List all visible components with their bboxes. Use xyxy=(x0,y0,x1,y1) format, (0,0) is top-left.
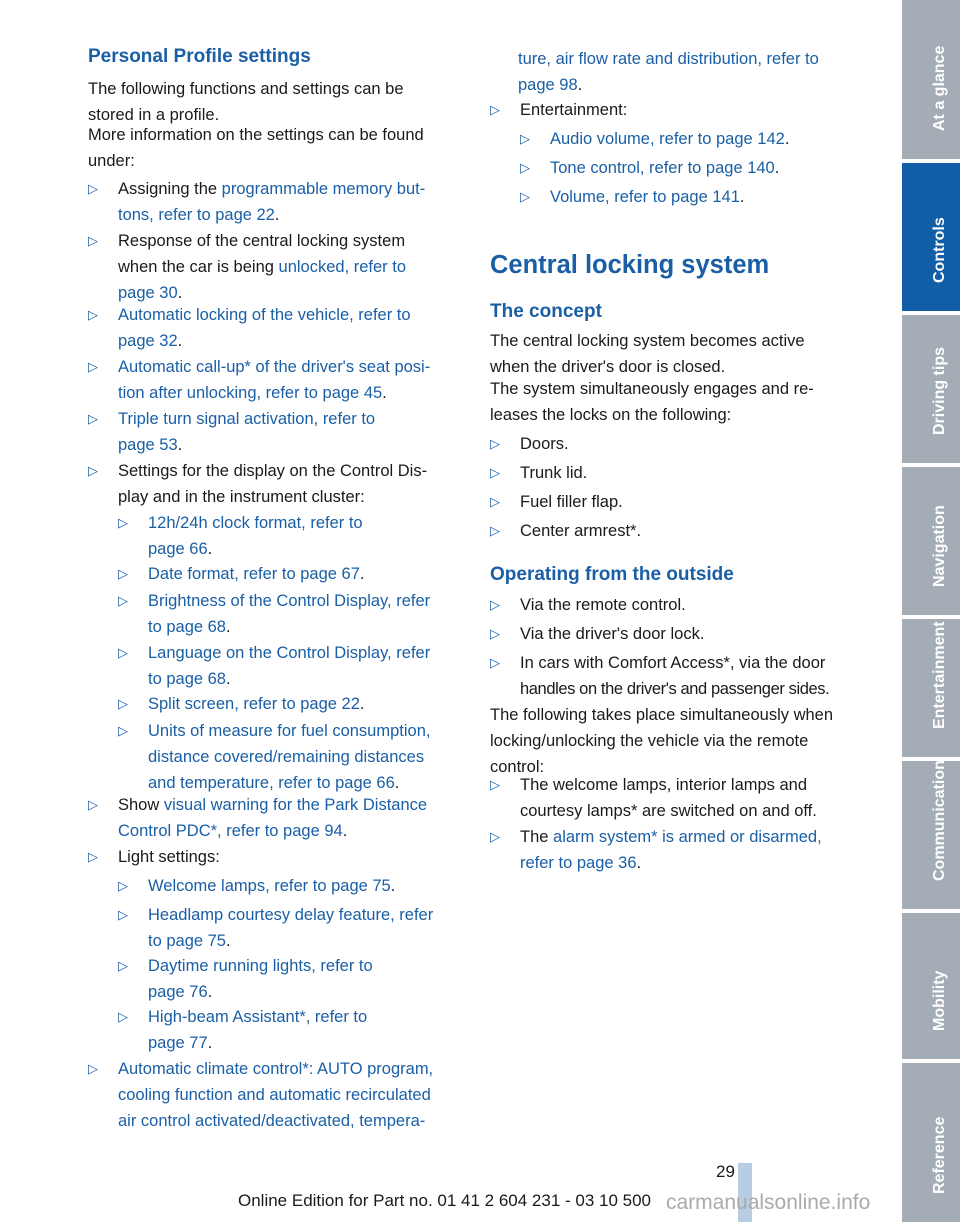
sublist-item-date-format: ▷ Date format, refer to page 67. xyxy=(88,561,466,587)
list-item-light-settings: ▷ Light settings: xyxy=(88,844,466,870)
section-heading-personal-profile: Personal Profile settings xyxy=(88,46,311,67)
bullet-arrow-icon: ▷ xyxy=(88,181,98,196)
list-item-central-locking-response: ▷ Response of the central locking system when the car is being unlocked, refer to page 30. xyxy=(88,228,466,306)
bullet-arrow-icon: ▷ xyxy=(490,465,500,480)
link-audio-volume[interactable]: Audio volume, refer to page 142 xyxy=(550,130,785,148)
sublist-item-high-beam: ▷ High-beam Assistant*, refer to page 77. xyxy=(88,1004,466,1056)
sublist-item-audio-volume: ▷ Audio volume, refer to page 142. xyxy=(490,126,862,152)
list-item-memory-buttons: ▷ Assigning the programmable memory but‐ tons, refer to page 22. xyxy=(88,176,466,228)
bullet-arrow-icon: ▷ xyxy=(118,593,128,608)
bullet-arrow-icon: ▷ xyxy=(88,411,98,426)
link-volume[interactable]: Volume, refer to page 141 xyxy=(550,188,740,206)
bullet-arrow-icon: ▷ xyxy=(490,626,500,641)
bullet-arrow-icon: ▷ xyxy=(118,723,128,738)
section-heading-operating-outside: Operating from the outside xyxy=(490,564,734,585)
bullet-arrow-icon: ▷ xyxy=(490,829,500,844)
link-automatic-locking[interactable]: Automatic locking of the vehicle, refer to xyxy=(118,306,411,324)
list-item-automatic-locking: ▷ Automatic locking of the vehicle, refer to page 32. xyxy=(88,302,466,354)
bullet-arrow-icon: ▷ xyxy=(490,523,500,538)
bullet-arrow-icon: ▷ xyxy=(88,307,98,322)
list-item-seat-position: ▷ Automatic call-up* of the driver's seat posi‐ tion after unlocking, refer to page 45. xyxy=(88,354,466,406)
bullet-arrow-icon: ▷ xyxy=(520,160,530,175)
bullet-arrow-icon: ▷ xyxy=(118,907,128,922)
list-item-display-settings: ▷ Settings for the display on the Control Dis‐ play and in the instrument cluster: xyxy=(88,458,466,510)
list-item-doors: ▷ Doors. xyxy=(490,431,862,457)
link-high-beam[interactable]: High-beam Assistant*, refer to xyxy=(148,1008,368,1026)
link-language[interactable]: Language on the Control Display, refer xyxy=(148,644,431,662)
bullet-arrow-icon: ▷ xyxy=(490,655,500,670)
link-headlamp-delay[interactable]: Headlamp courtesy delay feature, refer xyxy=(148,906,434,924)
bullet-arrow-icon: ▷ xyxy=(490,777,500,792)
link-climate-control[interactable]: Automatic climate control*: AUTO program, xyxy=(118,1060,434,1078)
tab-driving-tips[interactable]: Driving tips xyxy=(902,315,960,463)
link-pdc-warning[interactable]: visual warning for the Park Distance xyxy=(163,796,428,814)
tab-communication[interactable]: Communication xyxy=(902,761,960,909)
chapter-heading-central-locking: Central locking system xyxy=(490,251,770,279)
tab-controls[interactable]: Controls xyxy=(902,163,960,311)
bullet-arrow-icon: ▷ xyxy=(118,696,128,711)
tab-mobility[interactable]: Mobility xyxy=(902,913,960,1059)
list-item-fuel-flap: ▷ Fuel filler flap. xyxy=(490,489,862,515)
paragraph-concept-1: The central locking system becomes active when the driver's door is closed. xyxy=(490,332,805,376)
intro-paragraph-2: More information on the settings can be found under: xyxy=(88,126,424,170)
sublist-item-split-screen: ▷ Split screen, refer to page 22. xyxy=(88,691,466,717)
list-item-lamps: ▷ The welcome lamps, interior lamps and courtesy lamps* are switched on and off. xyxy=(490,772,862,824)
sublist-item-language: ▷ Language on the Control Display, refer to page 68. xyxy=(88,640,466,692)
link-unlocked[interactable]: unlocked, refer to xyxy=(278,258,407,276)
sublist-item-tone-control: ▷ Tone control, refer to page 140. xyxy=(490,155,862,181)
list-item-door-lock: ▷ Via the driver's door lock. xyxy=(490,621,862,647)
section-heading-concept: The concept xyxy=(490,301,602,322)
link-welcome-lamps[interactable]: Welcome lamps, refer to page 75 xyxy=(148,877,391,895)
sublist-item-clock-format: ▷ 12h/24h clock format, refer to page 66. xyxy=(88,510,466,562)
bullet-arrow-icon: ▷ xyxy=(118,1009,128,1024)
list-item-trunk-lid: ▷ Trunk lid. xyxy=(490,460,862,486)
sublist-item-welcome-lamps: ▷ Welcome lamps, refer to page 75. xyxy=(88,873,466,899)
paragraph-concept-2: The system simultaneously engages and re‐ leases the locks on the following: xyxy=(490,380,814,424)
list-item-alarm-system: ▷ The alarm system* is armed or disarmed, refer to page 36. xyxy=(490,824,862,876)
bullet-arrow-icon: ▷ xyxy=(520,189,530,204)
bullet-arrow-icon: ▷ xyxy=(88,849,98,864)
sublist-item-volume: ▷ Volume, refer to page 141. xyxy=(490,184,862,210)
page-number: 29 xyxy=(716,1162,735,1181)
bullet-arrow-icon: ▷ xyxy=(88,463,98,478)
bullet-arrow-icon: ▷ xyxy=(118,878,128,893)
chapter-tabs-sidebar xyxy=(902,0,960,1222)
list-item-armrest: ▷ Center armrest*. xyxy=(490,518,862,544)
link-brightness[interactable]: Brightness of the Control Display, refer xyxy=(148,592,431,610)
list-item-climate-continued: ture, air flow rate and distribution, refer to page 98. xyxy=(490,46,862,98)
link-unlocked-page[interactable]: page 30 xyxy=(118,284,178,302)
link-tone-control[interactable]: Tone control, refer to page 140 xyxy=(550,159,775,177)
intro-paragraph-1: The following functions and settings can be stored in a profile. xyxy=(88,80,404,124)
link-units[interactable]: Units of measure for fuel consumption, xyxy=(148,722,431,740)
bullet-arrow-icon: ▷ xyxy=(118,566,128,581)
bullet-arrow-icon: ▷ xyxy=(88,1061,98,1076)
sublist-item-brightness: ▷ Brightness of the Control Display, refer to page 68. xyxy=(88,588,466,640)
bullet-arrow-icon: ▷ xyxy=(490,597,500,612)
footer-edition: Online Edition for Part no. 01 41 2 604 231 - 03 10 500 xyxy=(238,1191,652,1210)
link-date-format[interactable]: Date format, refer to page 67 xyxy=(148,565,360,583)
list-item-triple-turn-signal: ▷ Triple turn signal activation, refer to page 53. xyxy=(88,406,466,458)
link-clock-format[interactable]: 12h/24h clock format, refer to xyxy=(148,514,363,532)
link-climate-continued[interactable]: ture, air flow rate and distribution, refer to xyxy=(518,50,819,68)
sublist-item-units: ▷ Units of measure for fuel consumption, distance covered/remaining distances and temperature, refer to page 66. xyxy=(88,718,466,796)
list-item-entertainment: ▷ Entertainment: xyxy=(490,97,862,123)
list-item-remote-control: ▷ Via the remote control. xyxy=(490,592,862,618)
bullet-arrow-icon: ▷ xyxy=(118,515,128,530)
link-alarm-system[interactable]: alarm system* is armed or disarmed, xyxy=(553,828,822,846)
sublist-item-headlamp-delay: ▷ Headlamp courtesy delay feature, refer to page 75. xyxy=(88,902,466,954)
tab-reference[interactable]: Reference xyxy=(902,1063,960,1222)
list-item-pdc-warning: ▷ Show visual warning for the Park Distance Control PDC*, refer to page 94. xyxy=(88,792,466,844)
bullet-arrow-icon: ▷ xyxy=(118,958,128,973)
tab-at-a-glance[interactable]: At a glance xyxy=(902,0,960,159)
list-item-climate-control: ▷ Automatic climate control*: AUTO program, cooling function and automatic recirculated air control activated/deactivated, tempera‐ xyxy=(88,1056,466,1134)
link-triple-turn-signal[interactable]: Triple turn signal activation, refer to xyxy=(118,410,376,428)
bullet-arrow-icon: ▷ xyxy=(88,797,98,812)
bullet-arrow-icon: ▷ xyxy=(88,233,98,248)
watermark: carmanualsonline.info xyxy=(666,1191,871,1214)
paragraph-simultaneous: The following takes place simultaneously when locking/unlocking the vehicle via the remote control: xyxy=(490,706,834,776)
bullet-arrow-icon: ▷ xyxy=(88,359,98,374)
link-memory-buttons[interactable]: programmable memory but‐ xyxy=(221,180,426,198)
link-daytime-lights[interactable]: Daytime running lights, refer to xyxy=(148,957,373,975)
link-memory-buttons-page[interactable]: tons, refer to page 22 xyxy=(118,206,275,224)
bullet-arrow-icon: ▷ xyxy=(490,494,500,509)
sublist-item-daytime-lights: ▷ Daytime running lights, refer to page 76. xyxy=(88,953,466,1005)
bullet-arrow-icon: ▷ xyxy=(490,436,500,451)
bullet-arrow-icon: ▷ xyxy=(490,102,500,117)
bullet-arrow-icon: ▷ xyxy=(520,131,530,146)
tab-navigation[interactable]: Navigation xyxy=(902,467,960,615)
bullet-arrow-icon: ▷ xyxy=(118,645,128,660)
tab-entertainment[interactable]: Entertainment xyxy=(902,619,960,757)
link-split-screen[interactable]: Split screen, refer to page 22 xyxy=(148,695,360,713)
list-item-comfort-access: ▷ In cars with Comfort Access*, via the door handles on the driver's and passenger sides. xyxy=(490,650,862,702)
link-seat-position[interactable]: Automatic call-up* of the driver's seat posi‐ xyxy=(118,358,431,376)
